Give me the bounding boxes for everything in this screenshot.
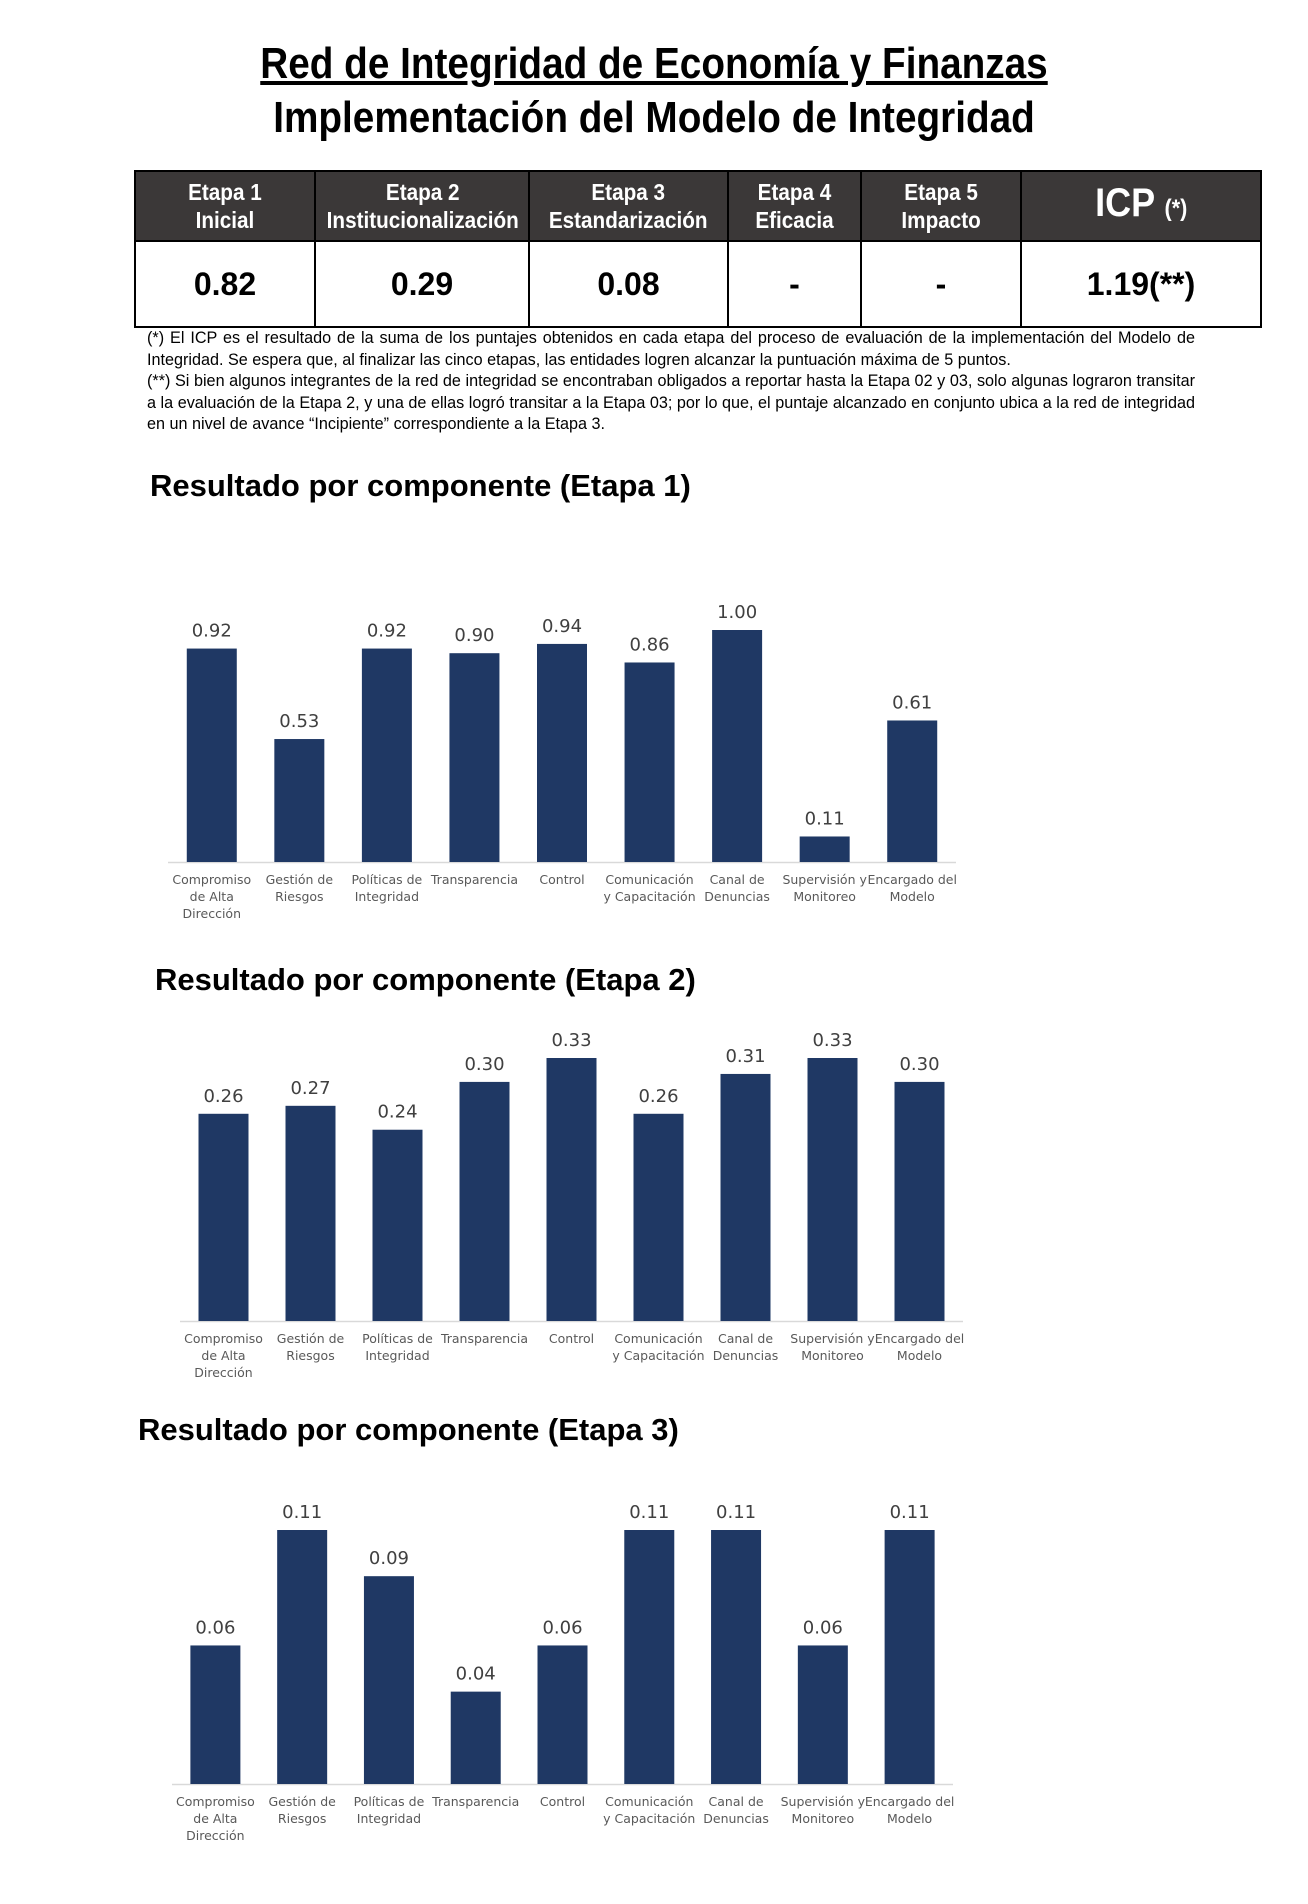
bar (634, 1114, 684, 1321)
category-label: Supervisión y Monitoreo (780, 1794, 866, 1826)
chart-1-title: Resultado por componente (Etapa 1) (150, 468, 691, 503)
bar (800, 836, 850, 862)
category-label: Canal de Denuncias (704, 872, 770, 904)
data-label: 0.53 (279, 711, 320, 733)
data-label: 0.11 (282, 1502, 323, 1523)
category-label: Gestión de Riesgos (265, 872, 334, 904)
category-label: Compromiso de Alta Dirección (175, 1794, 255, 1843)
bar (624, 1530, 674, 1784)
header-etapa-4: Etapa 4 Eficacia (728, 171, 861, 241)
category-label: Supervisión y Monitoreo (782, 872, 867, 904)
bar (373, 1130, 423, 1321)
data-label: 0.26 (203, 1085, 244, 1107)
category-label: Encargado del Modelo (864, 1794, 955, 1826)
data-label: 0.94 (541, 615, 583, 637)
category-label: Supervisión y Monitoreo (790, 1331, 875, 1363)
data-label: 0.33 (551, 1030, 592, 1051)
data-label: 0.24 (377, 1101, 418, 1123)
footnote-icp: (*) El ICP es el resultado de la suma de los puntajes obtenidos en cada etapa del proceso de evaluación de la implementación del Modelo de Integridad. Se espera que, al finalizar las cinco etapas, las entidades logren alcanzar la puntuación máxima de 5 puntos. (147, 329, 1195, 369)
bar (277, 1530, 327, 1784)
data-label: 0.90 (454, 625, 495, 647)
chart-etapa-2 (0, 1015, 1308, 1385)
summary-header-row (135, 171, 1261, 241)
value-icp: 1.19(**) (1021, 241, 1261, 327)
value-etapa-5: - (861, 241, 1021, 327)
chart-etapa-1 (0, 590, 1308, 930)
category-label: Comunicación y Capacitación (603, 1794, 696, 1826)
bar (362, 649, 412, 862)
data-label: 0.92 (191, 620, 232, 642)
bar (364, 1576, 414, 1784)
data-label: 0.61 (892, 692, 933, 714)
bar (711, 1530, 761, 1784)
bar (286, 1106, 336, 1321)
data-label: 0.27 (290, 1077, 331, 1099)
data-label: 0.09 (368, 1548, 409, 1570)
bar (625, 662, 675, 862)
data-label: 0.06 (802, 1617, 843, 1639)
category-label: Compromiso de Alta Dirección (184, 1331, 263, 1380)
header-etapa-5: Etapa 5 Impacto (861, 171, 1021, 241)
data-label: 0.31 (725, 1045, 766, 1067)
category-label: Gestión de Riesgos (268, 1794, 336, 1826)
category-label: Encargado del Modelo (874, 1331, 965, 1363)
data-label: 0.30 (899, 1053, 940, 1075)
bar (449, 653, 499, 862)
page-subtitle: Implementación del Modelo de Integridad (273, 93, 1035, 142)
data-label: 0.92 (366, 620, 407, 642)
chart-etapa-3 (0, 1490, 1308, 1850)
category-label: Canal de Denuncias (712, 1331, 779, 1363)
category-label: Comunicación y Capacitación (612, 1331, 705, 1363)
category-label: Control (548, 1331, 595, 1346)
data-label: 0.04 (455, 1663, 496, 1685)
category-label: Transparencia (440, 1331, 529, 1346)
category-label: Comunicación y Capacitación (603, 872, 696, 904)
bar (451, 1692, 501, 1784)
bar (721, 1074, 771, 1321)
data-label: 0.86 (629, 634, 670, 656)
bar (808, 1058, 858, 1321)
header-icp: ICP (*) (1021, 171, 1261, 241)
value-etapa-1: 0.82 (135, 241, 315, 327)
category-label: Gestión de Riesgos (276, 1331, 345, 1363)
bar (537, 644, 587, 862)
bar (187, 649, 237, 862)
bar (199, 1114, 249, 1321)
category-label: Transparencia (432, 1794, 520, 1809)
chart-3-title: Resultado por componente (Etapa 3) (138, 1412, 679, 1447)
value-etapa-3: 0.08 (529, 241, 728, 327)
bar (885, 1530, 935, 1784)
data-label: 0.11 (889, 1502, 930, 1523)
bar (895, 1082, 945, 1321)
category-label: Encargado del Modelo (867, 872, 957, 904)
footnote-etapas: (**) Si bien algunos integrantes de la red de integridad se encontraban obligados a reportar hasta la Etapa 02 y 03, solo algunas lograron transitar a la evaluación de la Etapa 2, y una de ellas logró transitar a la Etapa 03; por lo que, el puntaje alcanzado en conjunto ubica a la red de integridad en un nivel de avance “Incipiente” correspondiente a la Etapa 3. (147, 372, 1195, 433)
summary-value-row (135, 241, 1261, 327)
data-label: 0.26 (638, 1085, 679, 1107)
data-label: 1.00 (717, 602, 758, 623)
bar (538, 1645, 588, 1784)
bar (547, 1058, 597, 1321)
header-etapa-3: Etapa 3 Estandarización (529, 171, 728, 241)
data-label: 0.06 (195, 1617, 236, 1639)
data-label: 0.11 (804, 808, 845, 830)
bar (887, 720, 937, 862)
chart-2-title: Resultado por componente (Etapa 2) (155, 962, 696, 997)
category-label: Canal de Denuncias (703, 1794, 769, 1826)
header-etapa-2: Etapa 2 Institucionalización (315, 171, 529, 241)
category-label: Políticas de Integridad (351, 872, 423, 904)
data-label: 0.06 (542, 1617, 583, 1639)
category-label: Control (539, 872, 585, 887)
category-label: Compromiso de Alta Dirección (172, 872, 252, 921)
page-title: Red de Integridad de Economía y Finanzas (260, 39, 1048, 88)
data-label: 0.11 (629, 1502, 670, 1523)
data-label: 0.11 (716, 1502, 757, 1523)
footnotes (147, 328, 1195, 436)
summary-table (134, 170, 1262, 328)
category-label: Transparencia (430, 872, 518, 887)
data-label: 0.33 (812, 1030, 853, 1051)
category-label: Políticas de Integridad (353, 1794, 425, 1826)
value-etapa-4: - (728, 241, 861, 327)
category-label: Políticas de Integridad (362, 1331, 433, 1363)
bar (190, 1645, 240, 1784)
value-etapa-2: 0.29 (315, 241, 529, 327)
category-label: Control (539, 1794, 586, 1809)
header-etapa-1: Etapa 1 Inicial (135, 171, 315, 241)
bar (712, 630, 762, 862)
bar (798, 1645, 848, 1784)
bar (274, 739, 324, 862)
bar (460, 1082, 510, 1321)
data-label: 0.30 (464, 1053, 505, 1075)
